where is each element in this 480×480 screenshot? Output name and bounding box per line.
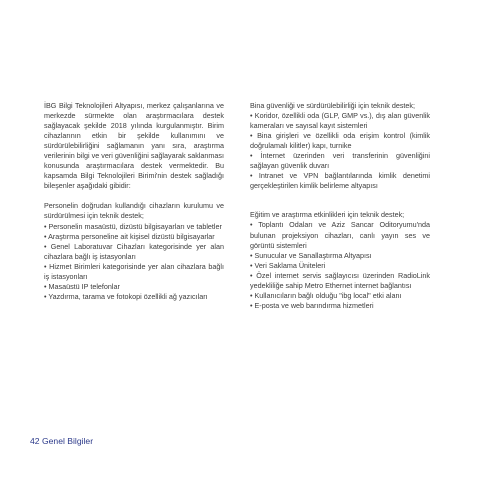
device-support-item: • Personelin masaüstü, dizüstü bilgisayarları ve tabletler	[44, 221, 222, 231]
education-support-item: • Özel internet servis sağlayıcısı üzerinden RadioLink yedekliliğe sahip Metro Ethernet internet bağlantısı	[250, 270, 430, 290]
intro-paragraph: İBG Bilgi Teknolojileri Altyapısı, merkez çalışanlarına ve merkezde sürmekte olan araştırmacılara destek sağlayacak şekilde 2018 yılında kurgulanmıştır. Birim cihazlarının etkin bir şekilde kullanımını ve sürdürülebilirliğini sağlamanın yanı sıra, araştırma verilerinin bilgi ve veri güvenliğini sağlayarak saklanması konusunda araştırmacılara destek vermektedir. Bu kapsamda Bilgi Teknolojileri Birimi'nin destek sağladığı bileşenler aşağıdaki gibidir:	[44, 101, 224, 191]
education-support-item: • Toplantı Odaları ve Aziz Sancar Oditoryumu'nda bulunan projeksiyon cihazları, canlı yayın ses ve görüntü sistemleri	[250, 220, 430, 250]
security-support-item: • Bina girişleri ve özellikli oda erişim kontrol (kimlik doğrulamalı kilitler) kapı, turnike	[250, 131, 430, 151]
device-support-item: • Genel Laboratuvar Cihazları kategorisinde yer alan cihazlara bağlı iş istasyonları	[44, 241, 224, 261]
education-support-item: • Kullanıcıların bağlı olduğu "ibg local" etki alanı	[250, 290, 402, 300]
device-support-item: • Masaüstü IP telefonlar	[44, 281, 120, 291]
education-support-item: • Sunucular ve Sanallaştırma Altyapısı	[250, 250, 372, 260]
security-support-item: • Intranet ve VPN bağlantılarında kimlik denetimi gerçekleştirilen kimlik belirleme altyapısı	[250, 171, 430, 191]
left-column	[44, 101, 224, 302]
device-support-item: • Hizmet Birimleri kategorisinde yer alan cihazlara bağlı iş istasyonları	[44, 261, 224, 281]
right-column	[250, 101, 430, 311]
page-footer: 42 Genel Bilgiler	[30, 436, 94, 446]
security-support-item: • İnternet üzerinden veri transferinin güvenliğini sağlayan güvenlik duvarı	[250, 151, 430, 171]
education-support-heading: Eğitim ve araştırma etkinlikleri için teknik destek;	[250, 210, 405, 220]
device-support-item: • Yazdırma, tarama ve fotokopi özellikli ağ yazıcıları	[44, 291, 208, 301]
device-support-item: • Araştırma personeline ait kişisel dizüstü bilgisayarlar	[44, 231, 215, 241]
education-support-item: • Veri Saklama Üniteleri	[250, 260, 326, 270]
security-support-heading: Bina güvenliği ve sürdürülebilirliği için teknik destek;	[250, 101, 415, 110]
education-support-item: • E-posta ve web barındırma hizmetleri	[250, 300, 374, 310]
device-support-heading: Personelin doğrudan kullandığı cihazların kurulumu ve sürdürülmesi için teknik destek;	[44, 201, 224, 221]
security-support-item: • Koridor, özellikli oda (GLP, GMP vs.), dış alan güvenlik kameraları ve sayısal kayıt sistemleri	[250, 111, 430, 131]
